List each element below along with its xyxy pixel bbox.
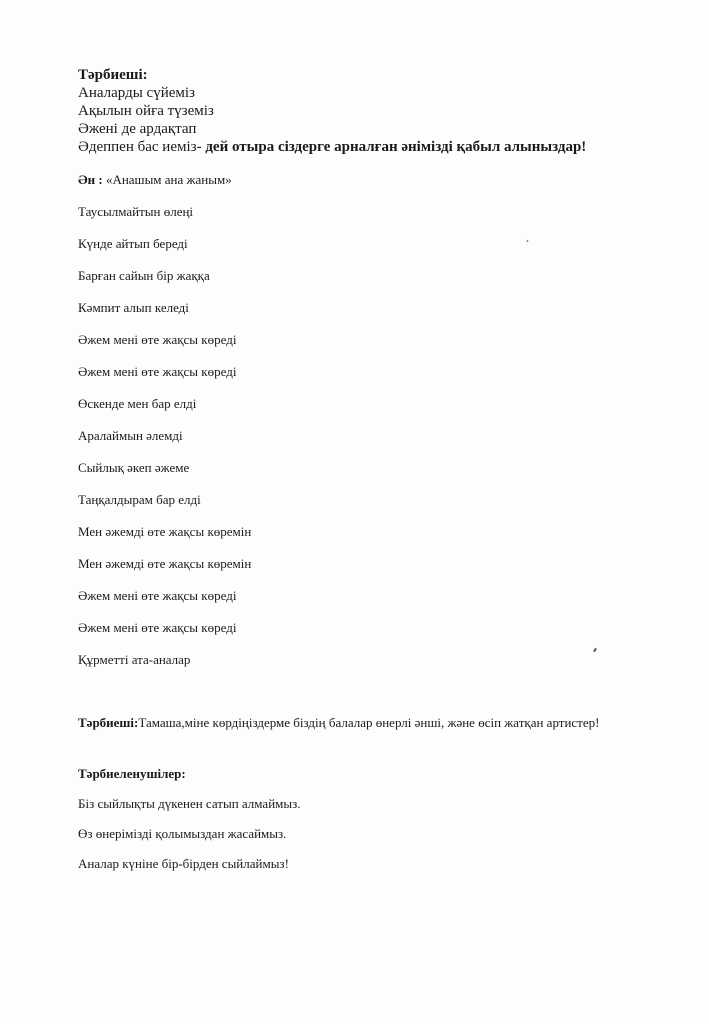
lyric-line: Сыйлық әкеп әжеме [78,460,190,475]
intro-line: Аналарды сүйеміз [78,85,195,101]
intro-last-line [78,138,621,156]
lyric-line: Мен әжемді өте жақсы көремін [78,524,252,539]
children-line: Аналар күніне бір-бірден сыйлаймыз! [78,856,289,871]
scan-speck [593,648,597,652]
lyric-line: Таңқалдырам бар елді [78,492,201,507]
scan-speck [527,240,529,242]
lyric-line: Құрметті ата-аналар [78,652,191,667]
intro-last-line-bold: дей отыра сіздерге арналған әнімізді қабыл алыныздар! [201,139,587,155]
intro-line: Әжені де ардақтап [78,121,197,137]
lyric-line: Өскенде мен бар елді [78,396,197,411]
children-line: Біз сыйлықты дүкенен сатып алмаймыз. [78,796,301,811]
intro-line: Ақылын ойға түземіз [78,103,214,119]
children-label: Тәрбиеленушілер: [78,766,186,781]
song-name: «Анашым ана жаным» [102,172,232,187]
lyric-line: Күнде айтып береді [78,236,188,251]
song-label: Ән : [78,172,103,187]
lyric-line: Әжем мені өте жақсы көреді [78,620,237,635]
lyric-line: Әжем мені өте жақсы көреді [78,588,237,603]
children-line: Өз өнерімізді қолымыздан жасаймыз. [78,826,287,841]
lyric-line: Әжем мені өте жақсы көреді [78,332,237,347]
intro-section [78,66,621,156]
song-title [78,172,621,188]
intro-last-line-start: Әдеппен бас иеміз- [78,139,202,155]
lyric-line: Мен әжемді өте жақсы көремін [78,556,252,571]
teacher-remark-speaker: Тәрбиеші: [78,715,139,730]
lyric-line: Кәмпит алып келеді [78,300,189,315]
intro-speaker: Тәрбиеші: [78,67,148,83]
teacher-remark-text: Тамаша,міне көрдіңіздерме біздің балалар өнерлі әнші, және өсіп жатқан артистер! [138,715,600,730]
lyric-line: Әжем мені өте жақсы көреді [78,364,237,379]
lyric-line: Аралаймын әлемді [78,428,183,443]
lyric-line: Барған сайын бір жаққа [78,268,210,283]
teacher-remark [78,713,621,732]
lyric-line: Таусылмайтын өлеңі [78,204,194,219]
